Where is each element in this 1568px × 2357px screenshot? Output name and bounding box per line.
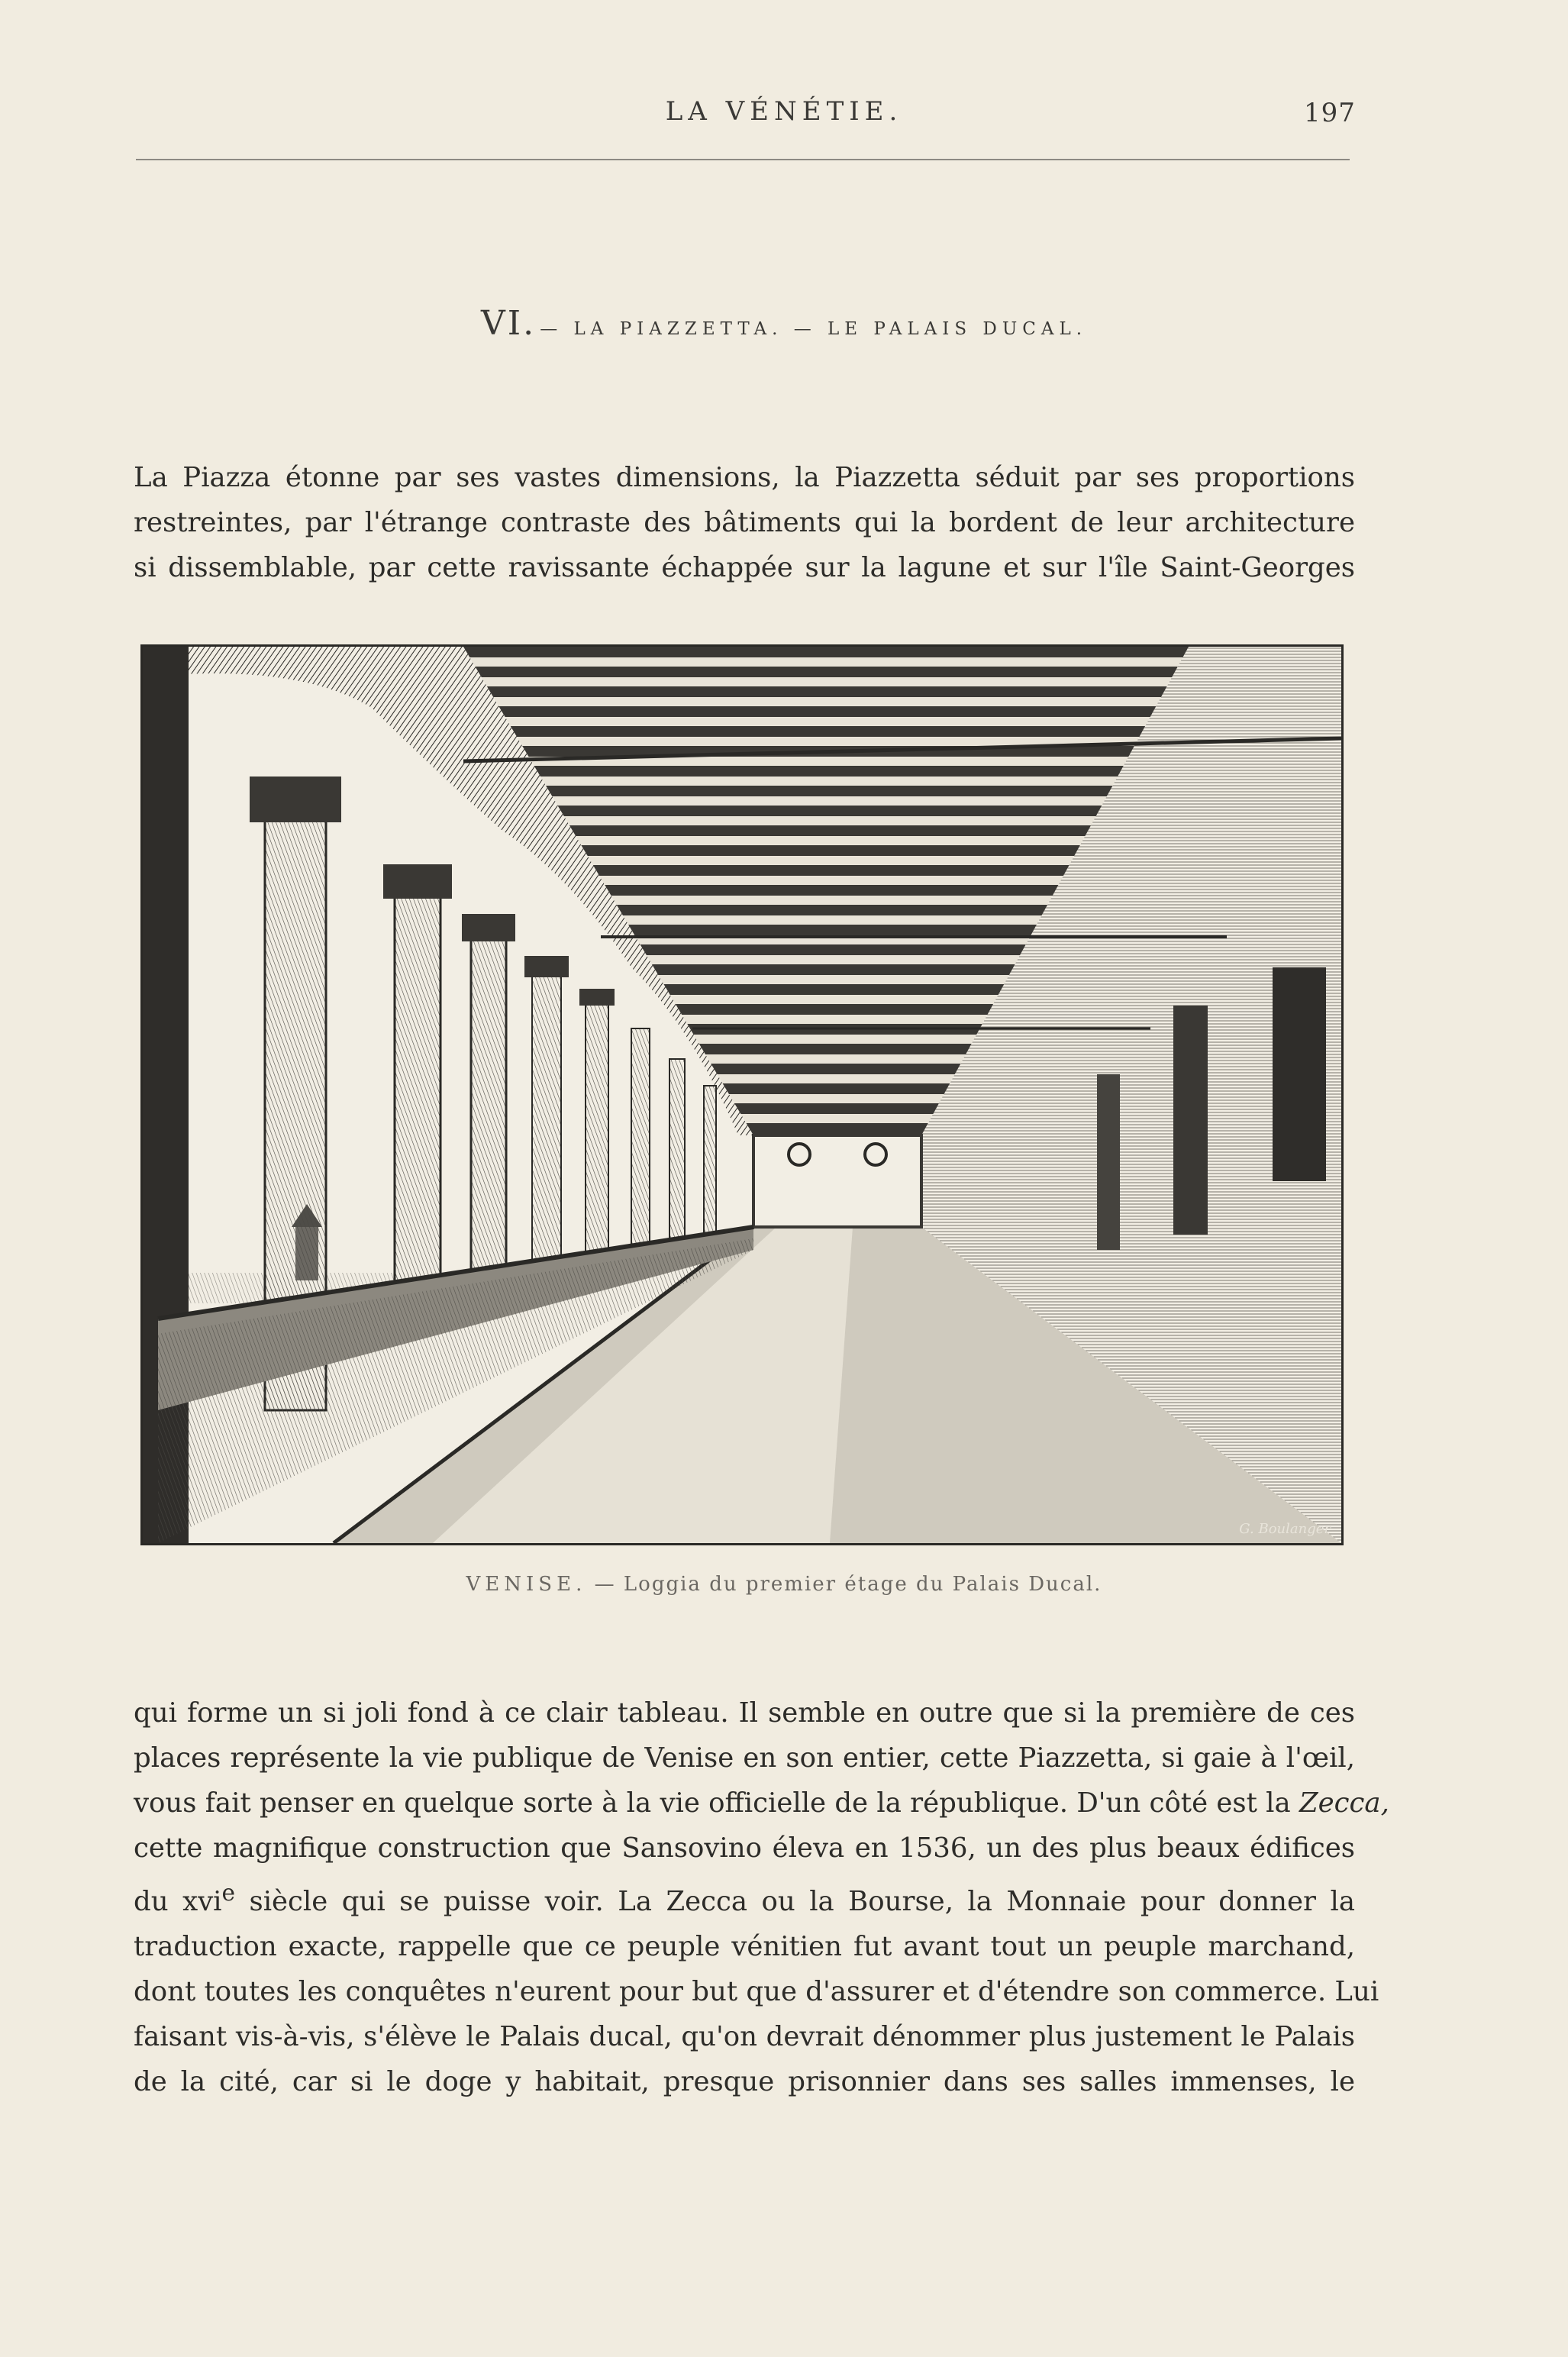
- text-line: traduction exacte, rappelle que ce peuple vénitien fut avant tout un peuple marchand,: [134, 1930, 1355, 1962]
- section-heading: [0, 304, 1568, 343]
- text-line: [134, 1781, 1389, 1826]
- text-line: qui forme un si joli fond à ce clair tableau. Il semble en outre que si la première de ces: [134, 1697, 1355, 1729]
- zecca-italic: Zecca,: [1299, 1787, 1389, 1819]
- running-head: [0, 90, 1568, 136]
- section-title: — LA PIAZZETTA. — LE PALAIS DUCAL.: [540, 319, 1088, 339]
- running-title: LA VÉNÉTIE.: [665, 96, 903, 127]
- text-line: [134, 1871, 1355, 1924]
- text-fragment: du: [134, 1885, 169, 1917]
- figure-caption: [0, 1573, 1568, 1596]
- text-line: si dissemblable, par cette ravissante échappée sur la lagune et sur l'île Saint-Georges: [134, 552, 1355, 583]
- text-line: de la cité, car si le doge y habitait, presque prisonnier dans ses salles immenses, le: [134, 2065, 1355, 2097]
- section-number: VI.: [480, 304, 537, 343]
- century-numeral: xvi: [182, 1885, 222, 1917]
- text-line: dont toutes les conquêtes n'eurent pour but que d'assurer et d'étendre son commerce. Lui: [134, 1975, 1379, 2007]
- text-line: restreintes, par l'étrange contraste des bâtiments qui la bordent de leur architecture: [134, 507, 1355, 538]
- text-fragment: vous fait penser en quelque sorte à la vie officielle de la république. D'un côté est la: [134, 1787, 1291, 1819]
- page-number: 197: [1304, 98, 1356, 128]
- caption-text: — Loggia du premier étage du Palais Ducal.: [594, 1573, 1102, 1596]
- text-line: cette magnifique construction que Sansovino éleva en 1536, un des plus beaux édifices: [134, 1832, 1355, 1864]
- engraver-signature: G. Boulanger: [1239, 1521, 1331, 1537]
- text-line: places représente la vie publique de Venise en son entier, cette Piazzetta, si gaie à l'œil,: [134, 1742, 1355, 1774]
- text-line: La Piazza étonne par ses vastes dimensions, la Piazzetta séduit par ses proportions: [134, 462, 1355, 493]
- paragraph-2: [134, 1690, 1389, 2104]
- engraving-illustration: [140, 644, 1344, 1545]
- header-rule: [136, 159, 1350, 160]
- loggia-engraving: [143, 647, 1341, 1543]
- text-fragment: siècle qui se puisse voir. La Zecca ou la Bourse, la Monnaie pour donner la: [235, 1885, 1355, 1917]
- paragraph-1: [134, 455, 1355, 590]
- text-line: faisant vis-à-vis, s'élève le Palais ducal, qu'on devrait dénommer plus justement le Palais: [134, 2020, 1355, 2052]
- century-superscript: e: [221, 1880, 236, 1906]
- caption-place: VENISE.: [466, 1573, 587, 1596]
